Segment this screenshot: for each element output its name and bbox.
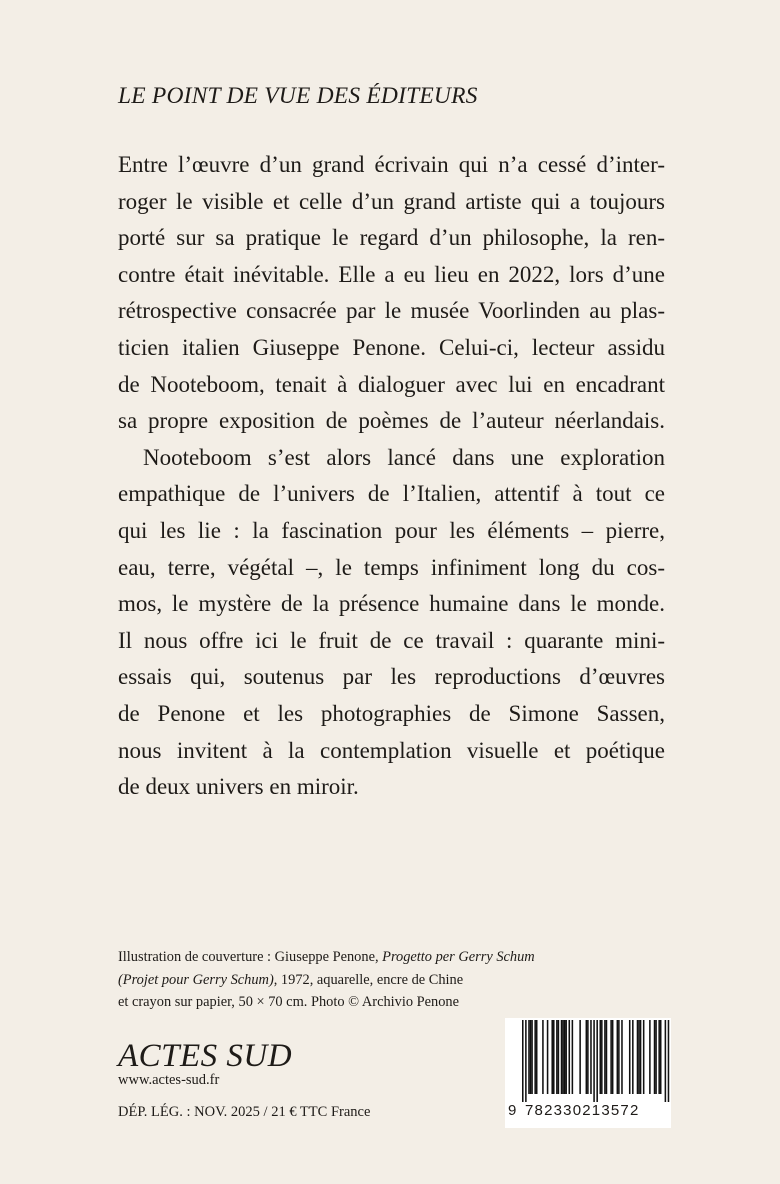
barcode-bar [596,1020,598,1102]
barcode-bar [590,1020,592,1094]
barcode-bar [654,1020,656,1094]
barcode-bar [561,1020,563,1094]
barcode-bar [531,1020,533,1094]
barcode-bar [638,1020,640,1094]
barcode-bar [565,1020,567,1094]
barcode-bar [600,1020,602,1094]
barcode-bar [558,1020,560,1094]
barcode-bar [601,1020,603,1094]
credit-line-3: et crayon sur papier, 50 × 70 cm. Photo © Archivio Penone [118,994,459,1010]
section-heading: LE POINT DE VUE DES ÉDITEURS [118,83,478,109]
barcode-bar [660,1020,662,1094]
barcode-bar [525,1020,527,1102]
barcode-bar [658,1020,660,1094]
barcode-bar [534,1020,536,1094]
text-line: rétrospective consacrée par le musée Voorlinden au plas- [118,298,665,324]
barcode-bar [569,1020,571,1094]
barcode-bar [617,1020,619,1094]
text-line: roger le visible et celle d’un grand artiste qui a toujours [118,188,665,214]
barcode-bar [612,1020,614,1094]
publisher-logo: ACTES SUD [118,1038,293,1074]
text-line: eau, terre, végétal –, le temps infiniment long du cos- [118,554,665,580]
text-line: Entre l’œuvre d’un grand écrivain qui n’a cessé d’inter- [118,152,665,177]
barcode-bar [621,1020,623,1094]
barcode-bar [610,1020,612,1094]
barcode-bar [618,1020,620,1094]
barcode-bar [629,1020,631,1094]
credit-title-italian: Progetto per Gerry Schum [382,949,535,965]
text-line: Il nous offre ici le fruit de ce travail : quarante mini- [118,627,665,653]
barcode-bar [564,1020,566,1094]
barcode-bar [668,1020,670,1102]
barcode-bar [530,1020,532,1094]
barcode-bar [604,1020,606,1094]
credit-prefix: Illustration de couverture : Giuseppe Penone, [118,949,383,965]
text-line: contre était inévitable. Elle a eu lieu en 2022, lors d’une [118,261,665,287]
barcode-bar [640,1020,642,1094]
barcode-bar [556,1020,558,1094]
barcode-first-digit: 9 [508,1102,518,1119]
isbn-barcode [505,1018,671,1128]
barcode-bar [632,1020,634,1094]
legal-deposit-price: DÉP. LÉG. : NOV. 2025 / 21 € TTC France [118,1104,371,1120]
text-line: empathique de l’univers de l’Italien, attentif à tout ce [118,481,665,507]
barcode-bar [572,1020,574,1094]
credit-title-french: (Projet pour Gerry Schum) [118,971,274,988]
barcode-digits: 782330213572 [525,1102,640,1119]
text-line: de Nooteboom, tenait à dialoguer avec lui en encadrant [118,371,665,397]
barcode-bar [606,1020,608,1094]
cover-illustration-credit [118,946,578,1014]
barcode-bar [637,1020,639,1094]
barcode-bar [643,1020,645,1094]
text-line: ticien italien Giuseppe Penone. Celui-ci, lecteur assidu [118,334,665,360]
text-line: nous invitent à la contemplation visuelle et poétique [118,737,665,763]
barcode-bar [551,1020,553,1094]
publisher-website: www.actes-sud.fr [118,1072,220,1088]
barcode-bar [579,1020,581,1094]
text-line: mos, le mystère de la présence humaine dans le monde. [118,591,665,617]
paragraph-2 [118,440,665,806]
barcode-bar [547,1020,549,1094]
text-line: de deux univers en miroir. [118,774,359,800]
text-line: de Penone et les photographies de Simone Sassen, [118,700,665,726]
barcode-bar [542,1020,544,1094]
barcode-bars [505,1018,671,1102]
barcode-bar [649,1020,651,1094]
paragraph-1 [118,147,665,440]
barcode-bar [528,1020,530,1094]
barcode-bar [586,1020,588,1094]
body-text [118,147,665,806]
barcode-bar [655,1020,657,1094]
barcode-bar [562,1020,564,1094]
credit-line-1 [118,946,578,969]
barcode-bar [553,1020,555,1094]
credit-details: , 1972, aquarelle, encre de Chine [273,971,464,988]
barcode-bar [665,1020,667,1102]
text-line: porté sur sa pratique le regard d’un philosophe, la ren- [118,225,665,251]
barcode-bar [593,1020,595,1102]
barcode-bar [522,1020,524,1102]
barcode-bar [587,1020,589,1094]
barcode-bar [536,1020,538,1094]
text-line: sa propre exposition de poèmes de l’auteur néerlandais. [118,408,665,434]
text-line: qui les lie : la fascination pour les éléments – pierre, [118,517,665,543]
credit-line-2 [118,969,578,992]
text-line: essais qui, soutenus par les reproductions d’œuvres [118,664,665,690]
text-line: Nooteboom s’est alors lancé dans une exploration [143,444,665,470]
